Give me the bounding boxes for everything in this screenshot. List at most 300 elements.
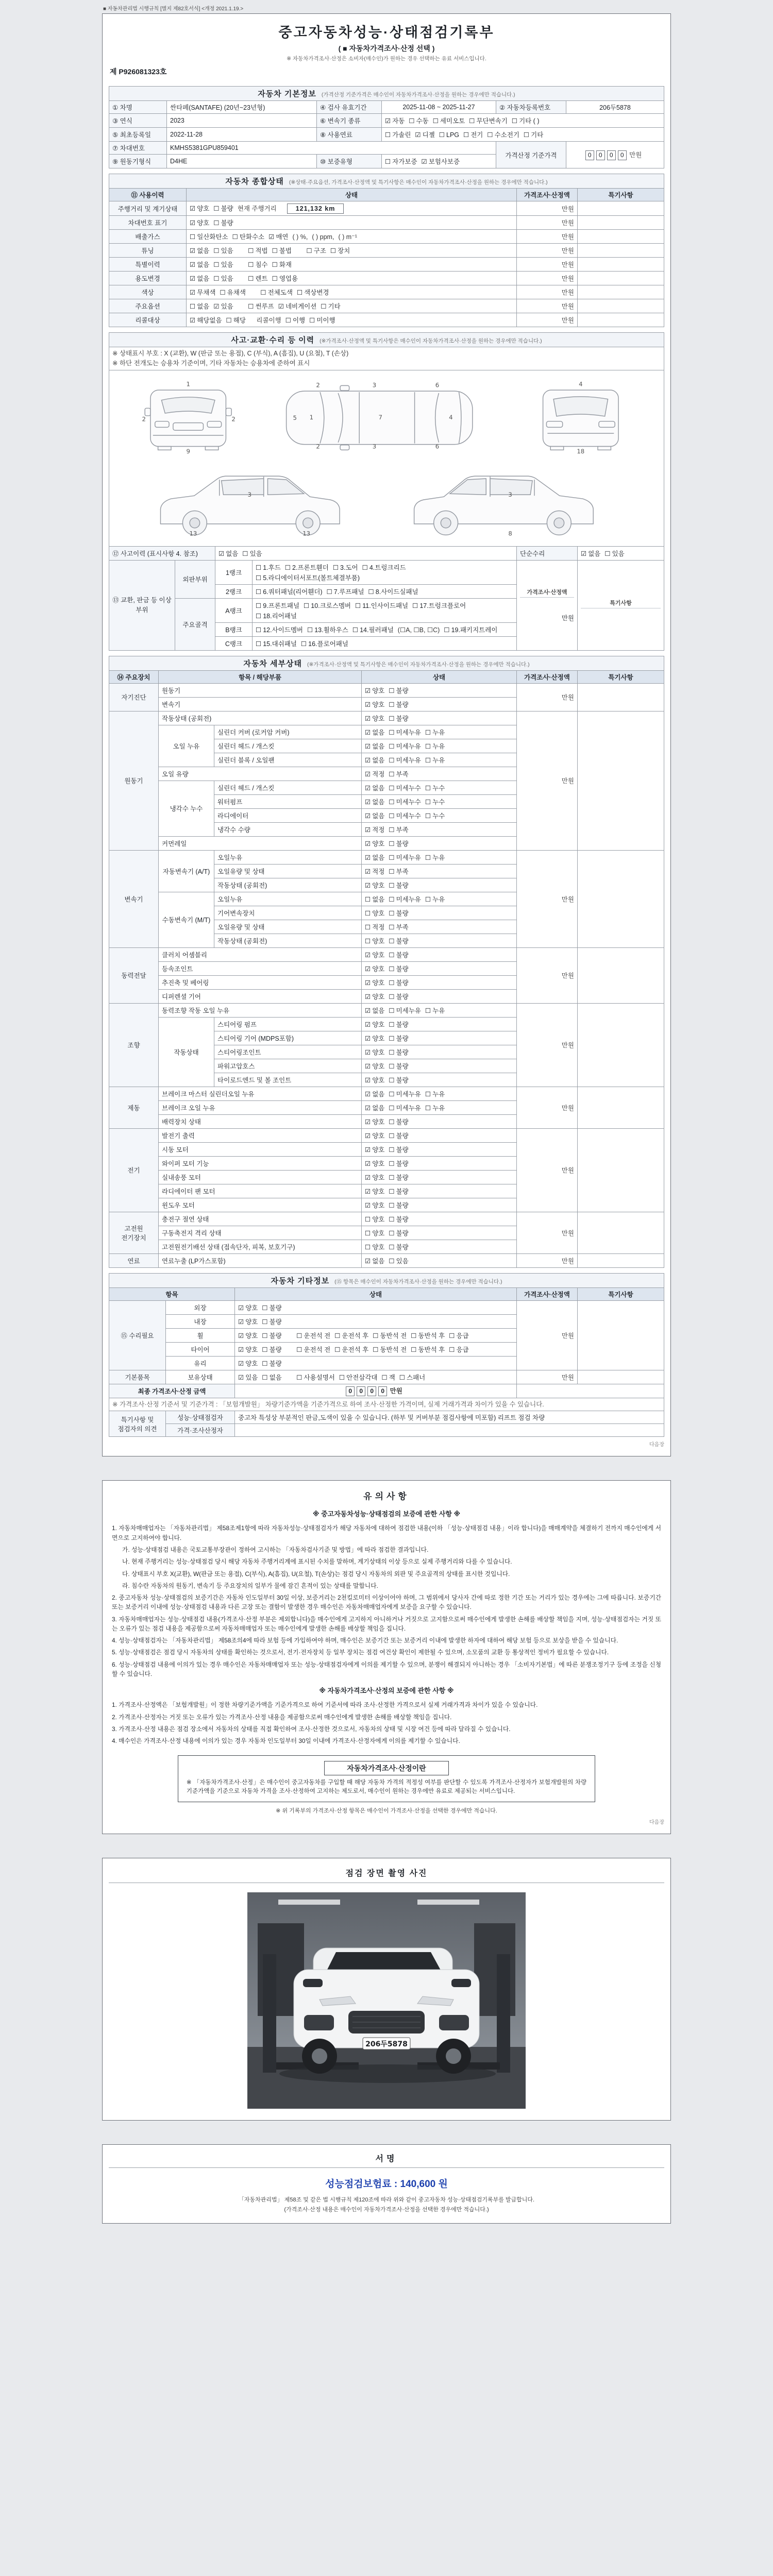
checkbox-option[interactable]: ☑ 양호 xyxy=(365,1118,385,1126)
checkbox-option[interactable]: ☑ 양호 xyxy=(365,1132,385,1140)
diagram-part-number: 6 xyxy=(435,442,440,450)
checkbox-option[interactable]: ☐ 불량 xyxy=(389,701,409,708)
item-label: 작동상태 (공회전) xyxy=(214,878,362,892)
checkbox-option[interactable]: ☑ 양호 xyxy=(365,979,385,987)
checkbox-option[interactable]: ☐ 불량 xyxy=(389,882,409,889)
item-label: 원동기 xyxy=(159,683,362,697)
checkbox-option[interactable]: ☐ 불량 xyxy=(262,1304,282,1312)
checkbox-option[interactable]: ☐ 10.크로스멤버 xyxy=(304,602,351,609)
remark-cell xyxy=(577,216,664,230)
checkbox-option[interactable]: ☐ 불량 xyxy=(389,1188,409,1195)
checkbox-option[interactable]: ☐ 없음 xyxy=(365,895,385,903)
checkbox-option[interactable]: ☐ 불량 xyxy=(389,979,409,987)
checkbox-option[interactable]: ☐ 8.사이드실패널 xyxy=(368,588,418,596)
checkbox-option[interactable]: ☐ 미세누유 xyxy=(389,728,421,736)
unchecked-box-icon: ☐ xyxy=(389,1076,395,1084)
checkbox-option[interactable]: ☐ LPG xyxy=(439,131,460,139)
checkbox-option[interactable]: ☑ 양호 xyxy=(238,1318,258,1326)
checkbox-option[interactable]: ☑ 없음 xyxy=(219,550,239,557)
unchecked-box-icon: ☐ xyxy=(523,131,530,139)
license-plate-number: 206두5878 xyxy=(365,2040,408,2049)
checkbox-option[interactable]: ☐ 불량 xyxy=(262,1346,282,1353)
checkbox-option[interactable]: ☑ 양호 xyxy=(238,1332,258,1340)
checkbox-option[interactable]: ☐ 9.프론트패널 xyxy=(256,602,300,609)
checkbox-option[interactable]: ☑ 있음 xyxy=(213,303,233,310)
checkbox-option[interactable]: ☐ 없음 xyxy=(262,1374,282,1381)
unchecked-box-icon: ☐ xyxy=(439,131,445,139)
unchecked-box-icon: ☐ xyxy=(389,1229,395,1237)
checkbox-option[interactable]: ☐ 미세누수 xyxy=(389,812,421,820)
checkbox-option[interactable]: ☐ 수동 xyxy=(409,117,429,125)
checkbox-option[interactable]: ☐ 있음 xyxy=(389,1257,409,1265)
checkbox-option[interactable]: ☐ 15.대쉬패널 xyxy=(256,640,297,648)
checkbox-option[interactable]: ☑ 양호 xyxy=(365,840,385,848)
checkbox-option[interactable]: ☐ 미세누유 xyxy=(389,1104,421,1112)
checkbox-option[interactable]: ☐ 13.휠하우스 xyxy=(307,626,348,634)
checkbox-option[interactable]: ☐ 누유 xyxy=(425,854,445,861)
checkbox-option[interactable]: ☐ 불량 xyxy=(262,1360,282,1367)
usage-state-cell xyxy=(187,216,517,230)
fuel-label: ⑧ 사용연료 xyxy=(316,128,381,142)
col-other-price: 가격조사·산정액 xyxy=(517,1287,578,1300)
checkbox-option[interactable]: ☑ 없음 xyxy=(581,550,601,557)
main-form-panel xyxy=(102,13,671,1456)
vin-value: KMHS5381GPU859401 xyxy=(167,142,496,155)
unchecked-box-icon: ☐ xyxy=(389,965,395,973)
checkbox-option[interactable]: ☐ 불량 xyxy=(389,951,409,959)
checkbox-option[interactable]: ☑ 적정 xyxy=(365,770,385,778)
checkbox-option[interactable]: ☑ 양호 xyxy=(238,1346,258,1353)
checkbox-option[interactable]: ☐ 동반석 후 xyxy=(411,1346,445,1353)
checkbox-option[interactable]: ☐ 전체도색 xyxy=(260,289,293,296)
checkbox-option[interactable]: ☐ 이행 xyxy=(285,317,306,324)
checkbox-option[interactable]: ☑ 있음 xyxy=(238,1374,258,1381)
checkbox-option[interactable]: ☐ 불량 xyxy=(389,937,409,945)
price-cell: 만원 xyxy=(516,201,577,216)
checkbox-option[interactable]: ☐ 19.패키지트레이 xyxy=(444,626,498,634)
checkbox-option[interactable]: ☑ 양호 xyxy=(365,1201,385,1209)
detail-row xyxy=(109,1128,664,1142)
checkbox-option[interactable]: ☑ 적정 xyxy=(365,868,385,875)
checkbox-option[interactable]: ☐ 불량 xyxy=(389,1118,409,1126)
checked-box-icon: ☑ xyxy=(238,1318,244,1326)
checkbox-option[interactable]: ☐ 양호 xyxy=(365,937,385,945)
unchecked-box-icon: ☐ xyxy=(365,1243,371,1251)
checkbox-option[interactable]: ☐ 색상변경 xyxy=(296,289,329,296)
checkbox-option[interactable]: ☑ 양호 xyxy=(238,1304,258,1312)
checkbox-option[interactable]: ☑ 네비게이션 xyxy=(278,303,317,310)
checkbox-option[interactable]: ☑ 양호 xyxy=(365,1062,385,1070)
checkbox-option[interactable]: ☐ 양호 xyxy=(365,909,385,917)
checkbox-option[interactable]: ☐ 2.프론트휀더 xyxy=(284,564,329,571)
remark-cell xyxy=(578,1370,664,1384)
price-cell: 만원 xyxy=(516,313,577,327)
checked-box-icon: ☑ xyxy=(238,1360,244,1367)
checked-box-icon: ☑ xyxy=(581,550,587,557)
notice-text: 2. 가격조사·산정자는 거짓 또는 오류가 있는 가격조사·산정 내용을 제공함으로써 매수인에게 발생한 손해를 배상할 책임을 집니다. xyxy=(112,1713,452,1721)
checkbox-option[interactable]: ☐ 자가보증 xyxy=(384,158,417,165)
checkbox-option[interactable]: ☑ 양호 xyxy=(365,1160,385,1167)
state-cell xyxy=(362,781,517,794)
checkbox-option[interactable]: ☑ 없음 xyxy=(190,275,210,282)
checkbox-option[interactable]: ☑ 양호 xyxy=(365,993,385,1001)
other-item-label: 타이어 xyxy=(166,1342,235,1356)
checkbox-option[interactable]: ☐ 불량 xyxy=(213,205,233,212)
checkbox-option[interactable]: ☐ 영업용 xyxy=(272,275,298,282)
checkbox-option[interactable]: ☐ 불량 xyxy=(389,715,409,722)
diagram-part-number: 3 xyxy=(372,381,377,388)
unchecked-box-icon: ☐ xyxy=(487,131,493,139)
checked-box-icon: ☑ xyxy=(365,770,371,778)
checkbox-option[interactable]: ☐ 불량 xyxy=(389,840,409,848)
remark-cell xyxy=(577,299,664,313)
checkbox-option[interactable]: ☑ 적정 xyxy=(365,826,385,834)
state-cell xyxy=(362,975,517,989)
overall-row xyxy=(109,285,664,299)
checkbox-option[interactable]: ☑ 보험사보증 xyxy=(421,158,460,165)
checkbox-option[interactable]: ☐ 일산화탄소 xyxy=(190,233,228,241)
ceiling-light xyxy=(278,1900,340,1905)
checkbox-option[interactable]: ☐ 적법 xyxy=(248,247,268,255)
col-other-remark: 특기사항 xyxy=(578,1287,664,1300)
checkbox-option[interactable]: ☐ 미이행 xyxy=(309,317,335,324)
checkbox-option[interactable]: ☐ 17.트렁크플로어 xyxy=(412,602,466,609)
checkbox-option[interactable]: ☐ 가솔린 xyxy=(384,131,411,139)
checkbox-option[interactable]: ☐ 누유 xyxy=(425,895,445,903)
checkbox-option[interactable]: ☑ 없음 xyxy=(365,798,385,806)
price-digit-box: 0 xyxy=(378,1386,387,1396)
checkbox-option[interactable]: ☐ 해당 xyxy=(226,317,246,324)
checkbox-option[interactable]: ☐ 부족 xyxy=(389,868,409,875)
unchecked-box-icon: ☐ xyxy=(213,247,220,255)
checkbox-option[interactable]: ☐ 불량 xyxy=(389,965,409,973)
unchecked-box-icon: ☐ xyxy=(409,117,415,125)
unchecked-box-icon: ☐ xyxy=(272,275,278,282)
checkbox-option[interactable]: ☑ 없음 xyxy=(365,1090,385,1098)
final-price-remark xyxy=(517,1384,664,1398)
info-box-note: ※ 위 기록부의 가격조사·산정 항목은 매수인이 가격조사·산정을 선택한 경우에만 적습니다. xyxy=(276,1808,497,1815)
unchecked-box-icon: ☐ xyxy=(389,840,395,848)
checkbox-option[interactable]: ☐ 세미오토 xyxy=(432,117,465,125)
checkbox-option[interactable]: ☐ 양호 xyxy=(365,1229,385,1237)
checkbox-option[interactable]: ☐ 기타 ( ) xyxy=(511,117,540,125)
checkbox-option[interactable]: ☐ 운전석 전 xyxy=(296,1346,331,1353)
section-title-detail: 자동차 세부상태 (※가격조사·산정액 및 특기사항은 매수인이 자동차가격조사·산정을 원하는 경우에만 적습니다.) xyxy=(109,656,664,670)
checkbox-option[interactable]: ☐ 불량 xyxy=(389,1174,409,1181)
checkbox-option[interactable]: ☐ 있음 xyxy=(242,550,262,557)
checkbox-option[interactable]: ☐ 잭 xyxy=(381,1374,395,1381)
state-cell xyxy=(362,989,517,1003)
checkbox-option[interactable]: ☐ 미세누수 xyxy=(389,784,421,792)
state-mark-legend: ※ 상태표시 부호 : X (교환), W (판금 또는 용접), C (부식), A (흠집), U (요철), T (손상) ※ 하단 전개도는 승용차 기준이며, 기타 자동차는 승용차에 준하여 표시 xyxy=(109,347,664,370)
checkbox-option[interactable]: ☑ 없음 xyxy=(365,1007,385,1014)
diagram-part-number: 3 xyxy=(247,490,252,498)
notice-text: 라. 침수란 자동차의 원동기, 변속기 등 주요장치의 일부가 물에 잠긴 흔적이 있는 상태를 말합니다. xyxy=(122,1582,378,1589)
checkbox-option[interactable]: ☐ 불량 xyxy=(389,687,409,694)
checkbox-option[interactable]: ☐ 전기 xyxy=(463,131,483,139)
checkbox-option[interactable]: ☐ 있음 xyxy=(213,261,233,268)
rank-label: A랭크 xyxy=(215,598,253,622)
checkbox-option[interactable]: ☐ 운전석 후 xyxy=(334,1346,369,1353)
item-label: 연료누출 (LP가스포함) xyxy=(159,1253,362,1267)
unchecked-box-icon: ☐ xyxy=(256,588,262,596)
diagram-part-number: 8 xyxy=(508,529,512,537)
unchecked-box-icon: ☐ xyxy=(389,951,395,959)
checkbox-option[interactable]: ☑ 없음 xyxy=(365,784,385,792)
checked-box-icon: ☑ xyxy=(365,1132,371,1140)
remark-cell xyxy=(577,272,664,285)
unchecked-box-icon: ☐ xyxy=(384,158,391,165)
checkbox-option[interactable]: ☑ 없음 xyxy=(190,261,210,268)
unchecked-box-icon: ☐ xyxy=(339,1374,345,1381)
checkbox-option[interactable]: ☑ 양호 xyxy=(365,1021,385,1028)
checkbox-option[interactable]: ☐ 기타 xyxy=(321,303,341,310)
price-cell: 만원 xyxy=(516,1253,577,1267)
overall-row xyxy=(109,299,664,313)
checkbox-option[interactable]: ☑ 없음 xyxy=(365,854,385,861)
device-label: 변속기 xyxy=(109,850,159,947)
checkbox-option[interactable]: ☐ 누수 xyxy=(425,798,445,806)
checkbox-option[interactable]: ☐ 양호 xyxy=(365,1243,385,1251)
checkbox-option[interactable]: ☐ 불량 xyxy=(389,1160,409,1167)
col-other-state: 상태 xyxy=(235,1287,517,1300)
checkbox-option[interactable]: ☐ 침수 xyxy=(248,261,268,268)
checkbox-option[interactable]: ☐ 누수 xyxy=(425,784,445,792)
usage-item-label: 주행거리 및 계기상태 xyxy=(109,201,187,216)
checkbox-option[interactable]: ☐ 응급 xyxy=(449,1346,469,1353)
remark-cell xyxy=(577,201,664,216)
checkbox-option[interactable]: ☑ 양호 xyxy=(365,1048,385,1056)
notice-text: ※ 중고자동차성능·상태점검의 보증에 관한 사항 ※ xyxy=(312,1510,461,1518)
state-cell xyxy=(362,767,517,781)
checkbox-option[interactable]: ☐ 불량 xyxy=(389,1132,409,1140)
checkbox-option[interactable]: ☐ 동반석 전 xyxy=(373,1332,407,1340)
checkbox-option[interactable]: ☐ 부족 xyxy=(389,770,409,778)
engine-type-label: ⑨ 원동기형식 xyxy=(109,155,167,168)
rank-label: C랭크 xyxy=(215,636,253,650)
checkbox-option[interactable]: ☑ 양호 xyxy=(365,951,385,959)
state-cell xyxy=(362,850,517,864)
unchecked-box-icon: ☐ xyxy=(300,640,307,648)
remark-section-label: 특기사항 및 점검자의 의견 xyxy=(109,1411,166,1437)
price-cell: 만원 xyxy=(516,244,577,258)
checkbox-option[interactable]: ☐ 12.사이드멤버 xyxy=(256,626,303,634)
checked-box-icon: ☑ xyxy=(365,742,371,750)
checkbox-option[interactable]: ☐ 누유 xyxy=(425,1090,445,1098)
state-cell xyxy=(362,711,517,725)
unchecked-box-icon: ☐ xyxy=(296,1332,303,1340)
checkbox-option[interactable]: ☐ 탄화수소 xyxy=(232,233,265,241)
checkbox-option[interactable]: ☐ 부족 xyxy=(389,923,409,931)
checkbox-option[interactable]: ☐ 18.리어패널 xyxy=(256,612,297,620)
unchecked-box-icon: ☐ xyxy=(604,550,611,557)
checkbox-option[interactable]: ☑ 자동 xyxy=(384,117,405,125)
checkbox-option[interactable]: ☑ 양호 xyxy=(365,687,385,694)
section-title-other: 자동차 기타정보 (⑮ 항목은 매수인이 자동차가격조사·산정을 원하는 경우에만 적습니다.) xyxy=(109,1273,664,1287)
checkbox-option[interactable]: ☑ 무채색 xyxy=(190,289,216,296)
checkbox-option[interactable]: ☑ 양호 xyxy=(365,715,385,722)
overall-row xyxy=(109,201,664,216)
checkbox-option[interactable]: ☐ 불량 xyxy=(389,993,409,1001)
checkbox-option[interactable]: ☐ 16.플로어패널 xyxy=(300,640,348,648)
inspection-valid-value: 2025-11-08 ~ 2025-11-27 xyxy=(381,101,496,114)
checkbox-option[interactable]: ☑ 디젤 xyxy=(415,131,435,139)
diagram-part-number: 5 xyxy=(293,414,297,421)
checkbox-option[interactable]: ☐ 불량 xyxy=(389,1021,409,1028)
checkbox-option[interactable]: ☐ 있음 xyxy=(213,247,233,255)
checkbox-option[interactable]: ☐ 수소전기 xyxy=(487,131,519,139)
checkbox-option[interactable]: ☐ 미세누유 xyxy=(389,1090,421,1098)
checkbox-option[interactable]: ☐ 동반석 후 xyxy=(411,1332,445,1340)
checkbox-option[interactable]: ☐ 불량 xyxy=(213,219,233,227)
checkbox-option[interactable]: ☐ 미세누유 xyxy=(389,854,421,861)
checkbox-option[interactable]: ☐ 미세누수 xyxy=(389,798,421,806)
notice-text: 5. 성능·상태점검은 점검 당시 자동차의 상태를 확인하는 것으로서, 전기·전자장치 등 일부 장치는 점검 여건상 확인이 제한될 수 있으며, 소모품의 교환 등 통상적인 정비가 필요할 수 있습니다. xyxy=(112,1649,609,1656)
checked-box-icon: ☑ xyxy=(365,1160,371,1167)
checkbox-option[interactable]: ☐ 7.루프패널 xyxy=(326,588,364,596)
checkbox-option[interactable]: ☑ 양호 xyxy=(365,965,385,973)
checkbox-option[interactable]: ☐ 스패너 xyxy=(399,1374,426,1381)
checkbox-option[interactable]: ☐ 기타 xyxy=(523,131,544,139)
checkbox-option[interactable]: ☐ 5.라디에이터서포트(볼트체결부품) xyxy=(256,574,360,582)
unchecked-box-icon: ☐ xyxy=(389,1118,395,1126)
checkbox-option[interactable]: ☐ 14.필러패널 xyxy=(352,626,394,634)
inline-text xyxy=(286,1345,293,1354)
checkbox-option[interactable]: ☐ 불량 xyxy=(389,1215,409,1223)
checkbox-option[interactable]: ☑ 없음 xyxy=(365,1104,385,1112)
unchecked-box-icon: ☐ xyxy=(449,1346,455,1353)
checkbox-option[interactable]: ☐ 1.후드 xyxy=(256,564,281,571)
checkbox-option[interactable]: ☐ 미세누유 xyxy=(389,1007,421,1014)
checkbox-option[interactable]: ☑ 매연 xyxy=(268,233,289,241)
unchecked-box-icon: ☐ xyxy=(389,1188,395,1195)
checkbox-option[interactable]: ☐ 구조 xyxy=(306,247,326,255)
checkbox-option[interactable]: ☐ 불법 xyxy=(272,247,292,255)
checkbox-option[interactable]: ☐ 렌트 xyxy=(248,275,268,282)
checkbox-option[interactable]: ☐ 없음 xyxy=(190,303,210,310)
checkbox-option[interactable]: ☑ 양호 xyxy=(190,219,210,227)
item-label: 시동 모터 xyxy=(159,1142,362,1156)
checkbox-option[interactable]: ☐ 응급 xyxy=(449,1332,469,1340)
checkbox-option[interactable]: ☑ 양호 xyxy=(365,701,385,708)
col-item: 항목 / 해당부품 xyxy=(159,670,362,683)
checkbox-option[interactable]: ☑ 양호 xyxy=(365,1076,385,1084)
checkbox-option[interactable]: ☑ 양호 xyxy=(365,1174,385,1181)
unchecked-box-icon: ☐ xyxy=(425,1090,431,1098)
checkbox-option[interactable]: ☐ 불량 xyxy=(262,1318,282,1326)
price-cell: 만원 xyxy=(516,299,577,313)
detail-row xyxy=(109,1253,664,1267)
unchecked-box-icon: ☐ xyxy=(389,979,395,987)
checkbox-option[interactable]: ☑ 해당없음 xyxy=(190,317,222,324)
detail-row xyxy=(109,1212,664,1226)
checkbox-option[interactable]: ☑ 없음 xyxy=(365,742,385,750)
checkbox-option[interactable]: ☐ 불량 xyxy=(389,1062,409,1070)
checkbox-option[interactable]: ☐ 불량 xyxy=(389,1201,409,1209)
checkbox-option[interactable]: ☐ 적정 xyxy=(365,923,385,931)
checkbox-option[interactable]: ☐ 화재 xyxy=(272,261,292,268)
checkbox-option[interactable]: ☐ 불량 xyxy=(389,1076,409,1084)
checkbox-option[interactable]: ☐ 누수 xyxy=(425,812,445,820)
checkbox-option[interactable]: ☐ 부족 xyxy=(389,826,409,834)
item-label: 라디에이터 팬 모터 xyxy=(159,1184,362,1198)
unchecked-box-icon: ☐ xyxy=(296,289,303,296)
checkbox-option[interactable]: ☐ 썬루프 xyxy=(248,303,274,310)
checked-box-icon: ☑ xyxy=(365,687,371,694)
checkbox-option[interactable]: ☑ 양호 xyxy=(190,205,210,212)
checkbox-option[interactable]: ☐ 미세누유 xyxy=(389,756,421,764)
usage-state-cell xyxy=(187,299,517,313)
checkbox-option[interactable]: ☐ 있음 xyxy=(604,550,625,557)
detail-row xyxy=(109,1087,664,1100)
checkbox-option[interactable]: ☐ 불량 xyxy=(262,1332,282,1340)
checkbox-option[interactable]: ☐ 11.인사이드패널 xyxy=(355,602,409,609)
checkbox-option[interactable]: ☐ 불량 xyxy=(389,1229,409,1237)
document-header xyxy=(109,19,664,81)
checkbox-option[interactable]: ☑ 양호 xyxy=(365,1188,385,1195)
checkbox-option[interactable]: ☐ 불량 xyxy=(389,909,409,917)
checkbox-option[interactable]: ☐ 불량 xyxy=(389,1243,409,1251)
checkbox-option[interactable]: ☐ 불량 xyxy=(389,1146,409,1154)
notice-text: 6. 성능·상태점검 내용에 이의가 있는 경우 매수인은 자동차매매업자 또는 성능·상태점검자에게 이의를 제기할 수 있으며, 분쟁이 해결되지 아니하는 경우 「소비자기본법」에 따른 분쟁조정기구 등에 조정을 신청할 수 있습니다. xyxy=(112,1660,661,1678)
checkbox-option[interactable]: ☐ 누유 xyxy=(425,1007,445,1014)
checkbox-option[interactable]: ☑ 없음 xyxy=(365,756,385,764)
checkbox-option[interactable]: ☑ 양호 xyxy=(365,1035,385,1042)
state-cell xyxy=(362,836,517,850)
checkbox-option[interactable]: ☐ 동반석 전 xyxy=(373,1346,407,1353)
checkbox-option[interactable]: ☐ 불량 xyxy=(389,1035,409,1042)
checkbox-option[interactable]: ☑ 양호 xyxy=(238,1360,258,1367)
checked-box-icon: ☑ xyxy=(238,1374,244,1381)
checkbox-option[interactable]: ☐ 누유 xyxy=(425,742,445,750)
checkbox-option[interactable]: ☐ 양호 xyxy=(365,1215,385,1223)
other-row xyxy=(109,1300,664,1314)
checkbox-option[interactable]: ☐ 장치 xyxy=(330,247,350,255)
checkbox-option[interactable]: ☐ 누유 xyxy=(425,1104,445,1112)
unchecked-box-icon: ☐ xyxy=(226,317,232,324)
usage-item-label: 용도변경 xyxy=(109,272,187,285)
checkbox-option[interactable]: ☐ 있음 xyxy=(213,275,233,282)
device-label: 전기 xyxy=(109,1128,159,1212)
mileage-label: 현재 주행거리 xyxy=(237,205,277,212)
checkbox-option[interactable]: ☑ 없음 xyxy=(365,1257,385,1265)
checkbox-option[interactable]: ☐ 누유 xyxy=(425,728,445,736)
checkbox-option[interactable]: ☐ 운전석 전 xyxy=(296,1332,331,1340)
checkbox-option[interactable]: ☐ 누유 xyxy=(425,756,445,764)
checkbox-option[interactable]: ☐ 6.쿼터패널(리어휀더) xyxy=(256,588,323,596)
checkbox-option[interactable]: ☐ 미세누유 xyxy=(389,895,421,903)
checkbox-option[interactable]: ☑ 양호 xyxy=(365,1146,385,1154)
checkbox-option[interactable]: ☐ 미세누유 xyxy=(389,742,421,750)
checkbox-option[interactable]: ☐ 불량 xyxy=(389,1048,409,1056)
checked-box-icon: ☑ xyxy=(365,993,371,1001)
checkbox-option[interactable]: ☑ 없음 xyxy=(365,812,385,820)
checkbox-option[interactable]: ☑ 양호 xyxy=(365,882,385,889)
checkbox-option[interactable]: ☑ 없음 xyxy=(365,728,385,736)
checked-box-icon: ☑ xyxy=(238,1332,244,1340)
checkbox-option[interactable]: ☐ 4.트렁크리드 xyxy=(362,564,406,571)
other-item-label: 내장 xyxy=(166,1314,235,1328)
unchecked-box-icon: ☐ xyxy=(389,798,395,806)
checkbox-option[interactable]: ☐ 안전삼각대 xyxy=(339,1374,378,1381)
checkbox-option[interactable]: ☐ 사용설명서 xyxy=(296,1374,335,1381)
checkbox-option[interactable]: ☐ 3.도어 xyxy=(332,564,358,571)
checkbox-option[interactable]: ☑ 없음 xyxy=(190,247,210,255)
unchecked-box-icon: ☐ xyxy=(373,1346,379,1353)
checkbox-option[interactable]: ☐ 운전석 후 xyxy=(334,1332,369,1340)
checkbox-option[interactable]: ☐ 유채색 xyxy=(220,289,246,296)
checkbox-option[interactable]: ☐ 무단변속기 xyxy=(469,117,508,125)
